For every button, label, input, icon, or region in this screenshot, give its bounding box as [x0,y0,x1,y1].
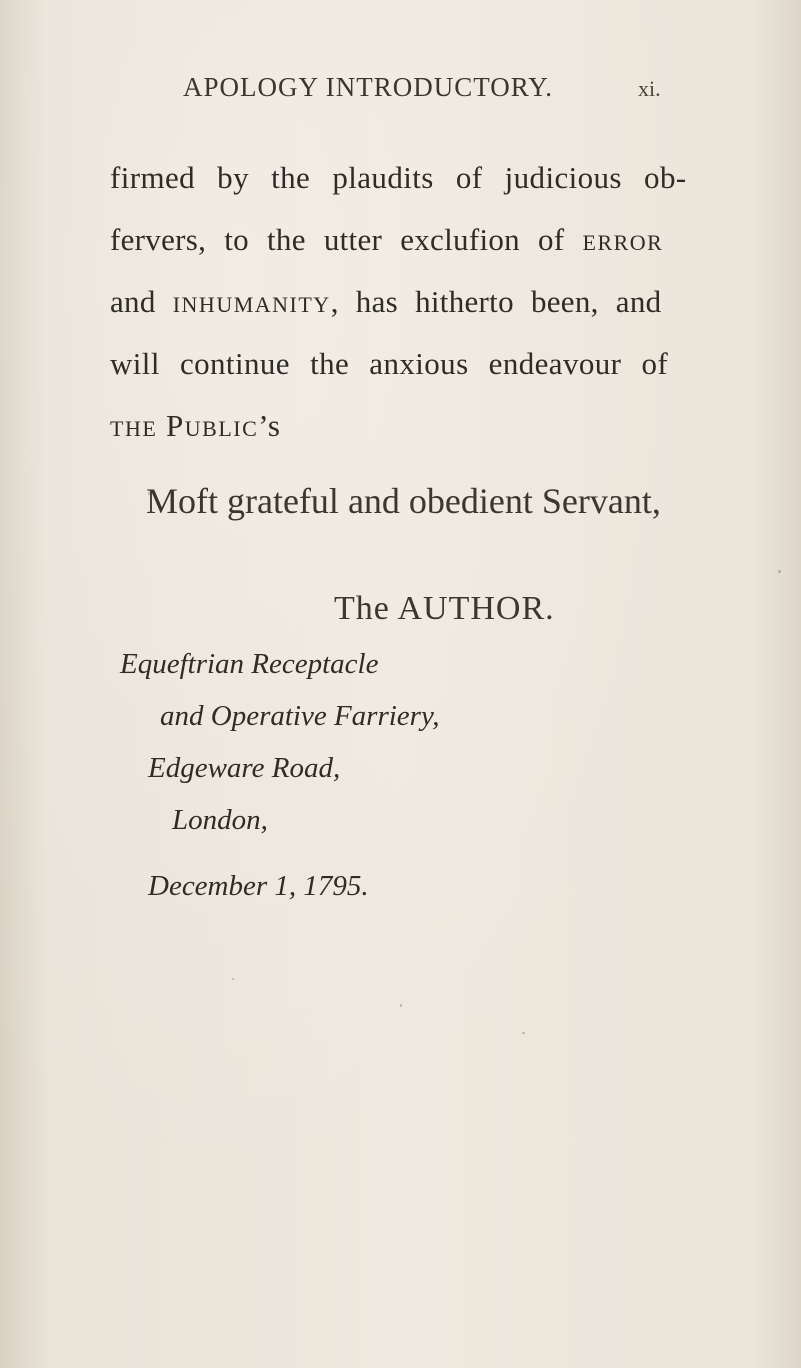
paper-speck [148,492,151,495]
space [157,408,166,443]
paper-speck [778,570,781,573]
date-line: December 1, 1795. [148,870,369,902]
text-line-3-end: , has hitherto been, and [330,284,662,319]
signature: The AUTHOR. [334,590,555,627]
running-head: APOLOGY INTRODUCTORY. [183,72,554,102]
valediction: Moft grateful and obedient Servant, [146,481,661,521]
address-line-1: Equeftrian Receptacle [120,648,379,680]
small-caps-public: Public [166,408,259,443]
text-line-2-main: fervers, to the utter exclufion of [110,222,583,257]
paper-speck [522,1032,525,1034]
paper-speck [232,978,234,980]
text-line-5 [110,408,281,444]
address-line-3: Edgeware Road, [148,752,341,784]
text-line-2 [110,222,663,258]
text-line-3-start: and [110,284,173,319]
address-line-2: and Operative Farriery, [160,700,440,732]
text-line-1: firmed by the plaudits of judicious ob- [110,160,687,195]
text-line-3 [110,284,661,320]
paper-speck [400,1004,402,1007]
small-caps-inhumanity: inhumanity [172,284,331,319]
address-line-4: London, [172,804,268,836]
small-caps-the: the [110,408,158,443]
possessive-suffix: ’s [258,408,281,443]
small-caps-error: error [582,222,664,257]
page-number: xi. [638,76,661,101]
text-line-4: will continue the anxious endeavour of [110,346,669,381]
